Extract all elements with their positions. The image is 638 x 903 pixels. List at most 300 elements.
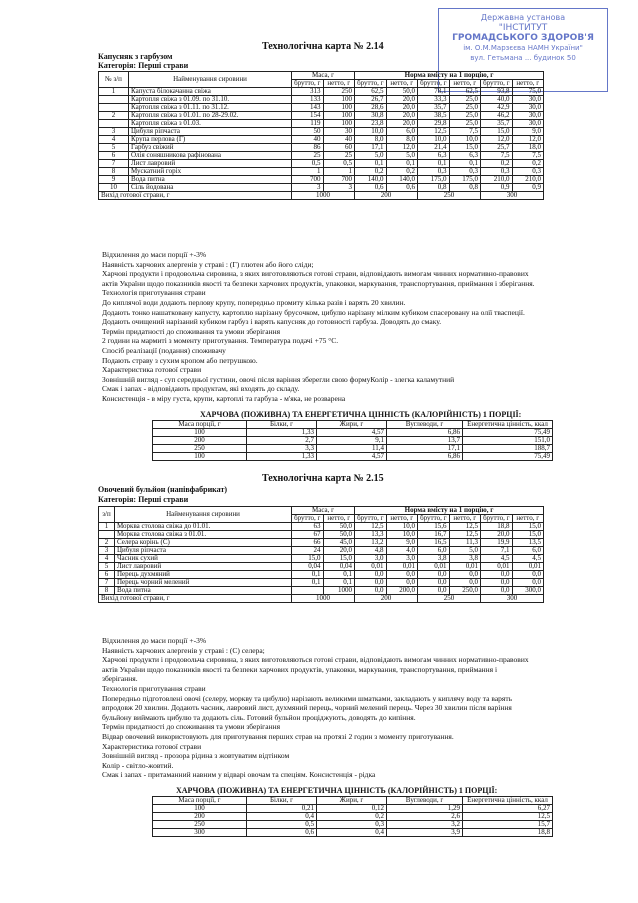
table-cell: Маса порції, г [153,797,247,805]
table-cell: 0,2 [317,813,387,821]
table-cell: 20,0 [386,120,418,128]
table-cell: Морква столова свіжа з 01.01. [115,531,292,539]
table-cell: 1 [99,88,129,96]
table-cell: Норма вмісту на 1 порцію, г [355,72,544,80]
table-cell: Вода питна [129,176,292,184]
table-cell: Картопля свіжа з 01.01. по 28-29.02. [129,112,292,120]
table-cell: 188,7 [463,445,553,453]
table-row [153,453,553,461]
table-cell: Енергетична цінність, ккал [463,421,553,429]
table-cell: 40 [292,136,324,144]
table-cell: 3,9 [387,829,463,837]
table-cell: 300,0 [512,587,544,595]
table-cell: 11,3 [449,539,481,547]
table-cell: 25,0 [449,104,481,112]
note-line: впродовж 20 хвилин. Додають часник, лавровий лист, духмяний перець, чорний мелений перець. Через 30 хвилин після варіння [102,703,512,713]
table-cell: нетто, г [449,515,481,523]
note-line: актів України щодо показників якості та безпеки харчових продуктів, упаковки, маркування, транспортування, приймання і [102,664,498,674]
table-cell: 12,5 [463,813,553,821]
table-cell: Білки, г [247,797,317,805]
table-cell: 250 [418,595,481,603]
table-cell: 0,3 [418,168,450,176]
table-cell: 5,0 [449,547,481,555]
table-cell: 45,0 [323,539,355,547]
table-cell: 3,8 [418,555,450,563]
table-cell: 200 [355,595,418,603]
table-cell: 3,3 [247,445,317,453]
table-cell: 0,0 [355,579,387,587]
table-cell: 0,0 [481,571,513,579]
note-line: Технологія приготування страви [102,684,206,693]
table-cell: 140,0 [355,176,387,184]
table-cell: 0,9 [512,184,544,192]
table-cell: 0,1 [355,160,387,168]
note-line: Попередньо підготовлені овочі (селеру, моркву та цибулю) нарізають великими шматками, закладають у киплячу воду та варять [102,693,513,703]
table-cell: 250 [153,821,247,829]
table-cell: 0,5 [292,160,324,168]
table-cell: 250,0 [449,587,481,595]
table-cell: 0,0 [386,579,418,587]
table-cell: з/п [99,507,115,523]
table-cell: 3 [99,547,115,555]
table-cell: 0,0 [512,579,544,587]
table-cell: 0,8 [449,184,481,192]
table-cell: 9,0 [512,128,544,136]
table-cell: 62,5 [355,88,387,96]
table-cell: 1 [99,523,115,531]
table-cell: 0,0 [355,587,387,595]
table-cell: Білки, г [247,421,317,429]
table-cell: 9,1 [317,437,387,445]
table-cell: 0,1 [386,160,418,168]
table-cell: 250 [153,445,247,453]
table-row [99,144,544,152]
table-cell: 200 [153,437,247,445]
table-row [99,587,544,595]
table-cell: 0,04 [323,563,355,571]
table-cell: 15,0 [323,555,355,563]
table-cell: 200 [153,813,247,821]
table-cell: 15,0 [449,144,481,152]
table-cell: Вихід готової страви, г [99,595,292,603]
table-cell: 4,0 [386,547,418,555]
note-line: Відхилення до маси порції +-3% [102,636,207,645]
table-cell: 6,86 [387,453,463,461]
table-cell: 8,0 [386,136,418,144]
table-cell: 0,2 [386,168,418,176]
table-cell: 6,86 [387,429,463,437]
stamp-line: вул. Гетьмана ... будинок 50 [470,54,576,62]
table-cell: 0,01 [386,563,418,571]
table-cell: 24 [292,547,324,555]
table-cell: 0,0 [481,579,513,587]
table-cell: 100 [153,805,247,813]
dish-category: Категорія: Перші страви [98,495,189,504]
table-cell: 6,3 [449,152,481,160]
table-cell: 10,0 [418,136,450,144]
table-cell: 6,0 [512,547,544,555]
table-cell: Енергетична цінність, ккал [463,797,553,805]
note-line: Додають тонко нашатковану капусту, картоплю нарізану брусочком, цибулю нарізану мілким кубиком спасерованy на олії тваспеції. [102,307,525,317]
table-cell: 0,8 [418,184,450,192]
table-cell: 30,0 [512,120,544,128]
table-cell: 119 [292,120,324,128]
table-cell: 175,0 [449,176,481,184]
table-cell: 300 [153,829,247,837]
table-cell: 15,0 [292,555,324,563]
table-cell: 300 [481,192,544,200]
table-cell: 1000 [292,192,355,200]
table-cell: 5,0 [355,152,387,160]
table-cell: Вуглеводи, г [387,421,463,429]
table-cell: 3,8 [449,555,481,563]
table-cell: 50,0 [386,88,418,96]
table-cell: 2 [99,112,129,120]
table-cell: 7,5 [512,152,544,160]
table-cell: 0,6 [386,184,418,192]
table-cell: 75,0 [512,88,544,96]
table-cell: 26,7 [355,96,387,104]
table-cell: 25,7 [481,144,513,152]
table-cell: Цибуля ріпчаста [115,547,292,555]
table-cell: 3 [323,184,355,192]
table-cell: 175,0 [418,176,450,184]
stamp-line: Державна установа [480,13,566,22]
table-cell: 0,1 [292,571,324,579]
table-cell: 13,3 [355,531,387,539]
table-cell: 1 [323,168,355,176]
table-cell: 10 [99,184,129,192]
table-cell: 40,0 [481,96,513,104]
table-cell: 63 [292,523,324,531]
table-row [99,136,544,144]
table-cell: 1000 [292,595,355,603]
note-line: Колір - світло-жовтий. [102,760,174,770]
table-cell: 17,1 [355,144,387,152]
table-cell: Гарбуз свіжий [129,144,292,152]
table-cell: 9,0 [386,539,418,547]
table-cell: 3,0 [386,555,418,563]
stamp-line: ім. О.М.Марзєєва НАМН України" [463,44,583,52]
table-cell: 19,9 [481,539,513,547]
table-cell: 0,1 [418,160,450,168]
table-cell: 20,0 [481,531,513,539]
table-cell: Маса порції, г [153,421,247,429]
table-cell: 0,5 [323,160,355,168]
note-line: Подають страву з сухим кропом або петрушкою. [102,355,258,365]
table-cell: Жири, г [317,421,387,429]
table-cell: 62,5 [449,88,481,96]
table-cell: 2,7 [247,437,317,445]
table-cell: 4,8 [355,547,387,555]
table-cell: 12,0 [481,136,513,144]
table-cell: 0,3 [449,168,481,176]
table-cell: 2,6 [387,813,463,821]
table-cell: Крупа перлова (Г) [129,136,292,144]
table-cell: 0,1 [292,579,324,587]
table-cell: 100 [323,112,355,120]
table-row [99,531,544,539]
stamp-line: ГРОМАДСЬКОГО ЗДОРОВ'Я [452,33,594,43]
table-cell: 28,6 [355,104,387,112]
table-cell: 6,0 [386,128,418,136]
note-line: Харчові продукти і продовольча сировина, з яких виготовляються готові страви, відповідають вимогам чинних нормативно-правових [102,655,529,665]
table-cell: 75,49 [463,453,553,461]
table-cell: 4 [99,555,115,563]
card-title: Технологічна карта № 2.15 [262,473,384,484]
table-cell: 7,1 [481,547,513,555]
table-cell: 25,0 [449,96,481,104]
nutrition-title: ХАРЧОВА (ПОЖИВНА) ТА ЕНЕРГЕТИЧНА ЦІННІСТЬ (КАЛОРІЙНІСТЬ) 1 ПОРЦІЇ: [176,786,498,795]
table-cell: 16,7 [418,531,450,539]
table-cell [99,120,129,128]
note-line: До киплячої води додають перлову крупу, попередньо промиту кілька разів і варять 20 хвилин. [102,298,406,307]
table-cell: 0,01 [355,563,387,571]
table-cell: 6,3 [418,152,450,160]
table-cell: 0,4 [247,813,317,821]
table-row [99,539,544,547]
table-cell: 1,29 [387,805,463,813]
table-cell: 60 [323,144,355,152]
table-cell: 12,5 [449,531,481,539]
table-cell: 100 [323,96,355,104]
table-cell: Лист лавровий [129,160,292,168]
table-cell: 20,0 [323,547,355,555]
note-line: Характеристика готової страви [102,741,202,751]
table-cell: 15,6 [418,523,450,531]
table-cell: брутто, г [481,80,513,88]
table-cell: 3,2 [387,821,463,829]
note-line: Смак і запах - відповідають продуктам, які входять до складу. [102,384,300,394]
table-cell: 10,0 [449,136,481,144]
note-line: Спосіб реалізації (подання) споживачу [102,346,226,355]
table-cell: 35,7 [418,104,450,112]
table-cell: 100 [323,120,355,128]
table-cell: Перець чорний мелений [115,579,292,587]
table-cell: брутто, г [292,80,324,88]
table-cell: Жири, г [317,797,387,805]
table-cell: 38,5 [418,112,450,120]
table-cell: 100 [153,429,247,437]
table-cell: 1,33 [247,429,317,437]
table-cell: 86 [292,144,324,152]
table-cell: брутто, г [418,515,450,523]
table-cell: 20,0 [386,96,418,104]
table-cell: 6 [99,571,115,579]
note-line: Смак і запах - притаманний навним у відварі овочам та спеціям. Консистенція - рідка [102,770,376,780]
note-line: Додають очищений нарізаний кубиком гарбуз і варять капусняк до готовності гарбуза. Доводять до смаку. [102,317,442,327]
table-cell: Маса, г [292,507,355,515]
note-line: Відвар овочевий використовують для приготування перших страв на протязі 2 годин з моменту приготування. [102,732,454,741]
table-cell: Вихід готової страви, г [99,192,292,200]
table-cell: 66 [292,539,324,547]
table-cell: 0,0 [449,579,481,587]
table-cell: 35,7 [481,120,513,128]
table-cell: Вуглеводи, г [387,797,463,805]
note-line: Термін придатності до споживання та умови зберігання [102,326,281,336]
table-cell: 7,5 [449,128,481,136]
table-cell: 4,57 [317,453,387,461]
table-cell: Вода питна [115,587,292,595]
table-cell: Капуста білокачанна свіжа [129,88,292,96]
table-cell: 67 [292,531,324,539]
table-cell: 42,9 [481,104,513,112]
table-cell: 0,0 [355,571,387,579]
table-cell: нетто, г [449,80,481,88]
table-cell: 13,2 [355,539,387,547]
note-line: Характеристика готової страви [102,365,202,375]
table-row [99,563,544,571]
table-cell: нетто, г [386,80,418,88]
table-cell: 0,1 [449,160,481,168]
table-row [99,579,544,587]
table-cell: 21,4 [418,144,450,152]
table-cell: 5,0 [386,152,418,160]
table-cell: Найменування сировини [115,507,292,523]
header-row [153,797,553,805]
table-cell [99,531,115,539]
table-cell: 3 [99,128,129,136]
table-cell: 0,3 [481,168,513,176]
ingredients-table [98,71,544,200]
table-cell: 78,1 [418,88,450,96]
table-cell: 12,5 [355,523,387,531]
table-cell: 50,0 [323,523,355,531]
table-cell: 100 [323,104,355,112]
table-cell: 3 [292,184,324,192]
table-cell: нетто, г [323,515,355,523]
card-title: Технологічна карта № 2.14 [262,41,384,52]
table-cell: 200,0 [386,587,418,595]
table-row [99,168,544,176]
table-cell: нетто, г [512,515,544,523]
header-row [99,507,544,515]
table-cell: 151,0 [463,437,553,445]
table-row [99,176,544,184]
table-cell: 0,9 [481,184,513,192]
ingredients-table [98,506,544,603]
table-cell: 4 [99,136,129,144]
yield-row [99,192,544,200]
table-cell: 15,7 [463,821,553,829]
table-cell: 1000 [323,587,355,595]
header-row [99,72,544,80]
table-row [153,821,553,829]
table-cell: 2 [99,539,115,547]
table-cell: 0,4 [317,829,387,837]
table-cell: 18,8 [481,523,513,531]
table-cell: 210,0 [512,176,544,184]
table-cell: 10,0 [386,531,418,539]
table-cell: 1 [292,168,324,176]
table-cell: 30,0 [512,112,544,120]
table-cell: 6,27 [463,805,553,813]
table-cell: № з/п [99,72,129,88]
table-cell: 29,8 [418,120,450,128]
stamp-line: "ІНСТИТУТ [498,23,548,33]
table-cell: 0,01 [418,563,450,571]
table-cell: 0,0 [512,571,544,579]
table-cell: 18,0 [512,144,544,152]
table-cell: 0,0 [418,587,450,595]
table-cell: 8,0 [355,136,387,144]
table-row [153,805,553,813]
table-cell: Цибуля ріпчаста [129,128,292,136]
table-cell: 300 [481,595,544,603]
table-cell: 0,2 [481,160,513,168]
table-cell: 0,1 [323,571,355,579]
dish-name: Овочевий бульйон (напівфабрикат) [98,485,228,494]
table-cell: 30 [323,128,355,136]
table-cell: 5 [99,563,115,571]
table-cell: 25,0 [449,112,481,120]
table-cell: 0,12 [317,805,387,813]
table-cell: нетто, г [386,515,418,523]
table-cell: 40 [323,136,355,144]
table-cell: 33,3 [418,96,450,104]
table-cell: 154 [292,112,324,120]
table-cell: Норма вмісту на 1 порцію, г [355,507,544,515]
header-row [153,421,553,429]
table-cell: Сіль йодована [129,184,292,192]
table-row [99,88,544,96]
table-cell: 8 [99,587,115,595]
table-cell: 6,0 [418,547,450,555]
table-cell: 46,2 [481,112,513,120]
table-cell: 13,7 [387,437,463,445]
table-cell: брутто, г [292,515,324,523]
table-cell: 0,01 [512,563,544,571]
table-cell: 23,8 [355,120,387,128]
table-cell: 20,0 [386,112,418,120]
table-row [153,445,553,453]
table-cell: 0,5 [247,821,317,829]
table-cell: 200 [355,192,418,200]
table-cell: 12,5 [449,523,481,531]
table-cell: 0,0 [418,579,450,587]
table-row [99,112,544,120]
table-row [99,96,544,104]
table-cell: 0,1 [323,579,355,587]
table-cell: 30,8 [355,112,387,120]
table-cell: 0,3 [317,821,387,829]
table-cell: 700 [292,176,324,184]
table-cell: 0,0 [481,587,513,595]
table-cell: 0,01 [481,563,513,571]
table-cell: 12,5 [418,128,450,136]
table-cell: 25 [323,152,355,160]
table-cell: Олія соняшникова рафінована [129,152,292,160]
table-row [99,104,544,112]
table-cell: Морква столова свіжа до 01.01. [115,523,292,531]
table-cell: 250 [323,88,355,96]
table-cell [99,104,129,112]
note-line: Харчові продукти і продовольча сировина, з яких виготовляються готові страви, відповідають вимогам чинних нормативно-правових [102,269,529,279]
table-cell: 143 [292,104,324,112]
table-cell: 75,49 [463,429,553,437]
table-cell: 0,2 [512,160,544,168]
table-cell: Селера корінь (С) [115,539,292,547]
table-row [153,437,553,445]
table-cell: брутто, г [355,80,387,88]
table-cell: 18,8 [463,829,553,837]
table-cell: 15,0 [512,523,544,531]
note-line: зберігання. [102,674,138,684]
table-row [99,128,544,136]
nutrition-title: ХАРЧОВА (ПОЖИВНА) ТА ЕНЕРГЕТИЧНА ЦІННІСТЬ (КАЛОРІЙНІСТЬ) 1 ПОРЦІЇ: [200,410,522,419]
table-cell: 700 [323,176,355,184]
table-cell [99,96,129,104]
